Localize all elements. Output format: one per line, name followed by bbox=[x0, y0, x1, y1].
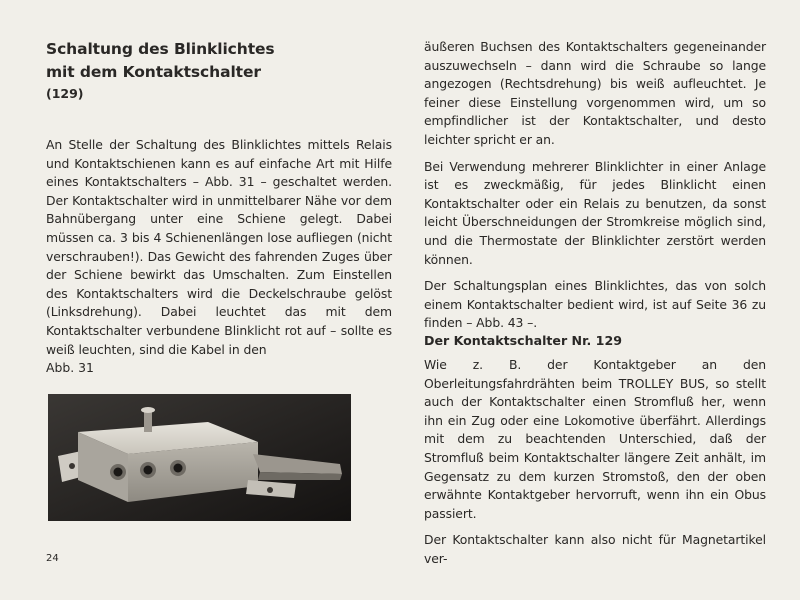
left-body bbox=[46, 136, 392, 359]
subsection-heading: Der Kontaktschalter Nr. 129 bbox=[424, 333, 622, 348]
paragraph: Wie z. B. der Kontaktgeber an den Oberleitungsfahrdrähten beim TROLLEY BUS, so stellt auch der Kontaktschalter einen Stromfluß her, wenn ihn ein Zug oder eine Lokomotive überfährt. Allerdings mit dem zu beachtenden Unterschied, daß der Stromfluß beim Kontaktschalter längere Zeit anhält, im Gegensatz zu dem kurzen Stromstoß, den der oben erwähnte Kontaktgeber hervorruft, wenn ihn ein Obus passiert. bbox=[424, 357, 766, 521]
figure-photo-contact-switch bbox=[48, 394, 351, 521]
paragraph: An Stelle der Schaltung des Blinklichtes mittels Relais und Kontaktschienen kann es auf einfache Art mit Hilfe eines Kontaktschalters – Abb. 31 – geschaltet werden. Der Kontaktschalter wird in unmittelbarer Nähe vor dem Bahnübergang unter eine Schiene gelegt. Dabei müssen ca. 3 bis 4 Schienenlängen lose aufliegen (nicht verschrauben!). Das Gewicht des fahrenden Zuges über der Schiene bewirkt das Umschalten. Zum Einstellen des Kontaktschalters wird die Deckelschraube gelöst (Linksdrehung). Dabei leuchtet das mit dem Kontaktschalter verbundene Blinklicht rot auf – sollte es weiß leuchten, sind die Kabel in den bbox=[46, 137, 392, 357]
contact-switch-illustration bbox=[48, 394, 351, 521]
right-body-lower bbox=[424, 356, 766, 569]
paragraph: Der Schaltungsplan eines Blinklichtes, das von solch einem Kontaktschalter bedient wird, ist auf Seite 36 zu finden – Abb. 43 –. bbox=[424, 278, 766, 331]
section-heading-line2: mit dem Kontaktschalter bbox=[46, 63, 261, 81]
figure-caption: Abb. 31 bbox=[46, 360, 94, 375]
section-heading-number: (129) bbox=[46, 86, 84, 101]
section-heading-line1: Schaltung des Blinklichtes bbox=[46, 40, 275, 58]
left-column bbox=[46, 38, 392, 375]
right-column bbox=[424, 38, 766, 566]
paragraph: Der Kontaktschalter kann also nicht für Magnetartikel ver- bbox=[424, 532, 766, 566]
paragraph: Bei Verwendung mehrerer Blinklichter in einer Anlage ist es zweckmäßig, für jedes Blinklicht einen Kontaktschalter oder ein Relais zu benutzen, da sonst leicht Überschneidungen der Stromkreise möglich sind, und die Thermostate der Blinklichter zerstört werden können. bbox=[424, 158, 766, 267]
page-number: 24 bbox=[46, 553, 59, 564]
paragraph: äußeren Buchsen des Kontaktschalters gegeneinander auszuwechseln – dann wird die Schraube so lange angezogen (Rechtsdrehung) bis weiß aufleuchtet. Je feiner diese Einstellung vorgenommen wird, um so empfindlicher ist der Kontaktschalter, und desto leichter spricht er an. bbox=[424, 39, 766, 147]
